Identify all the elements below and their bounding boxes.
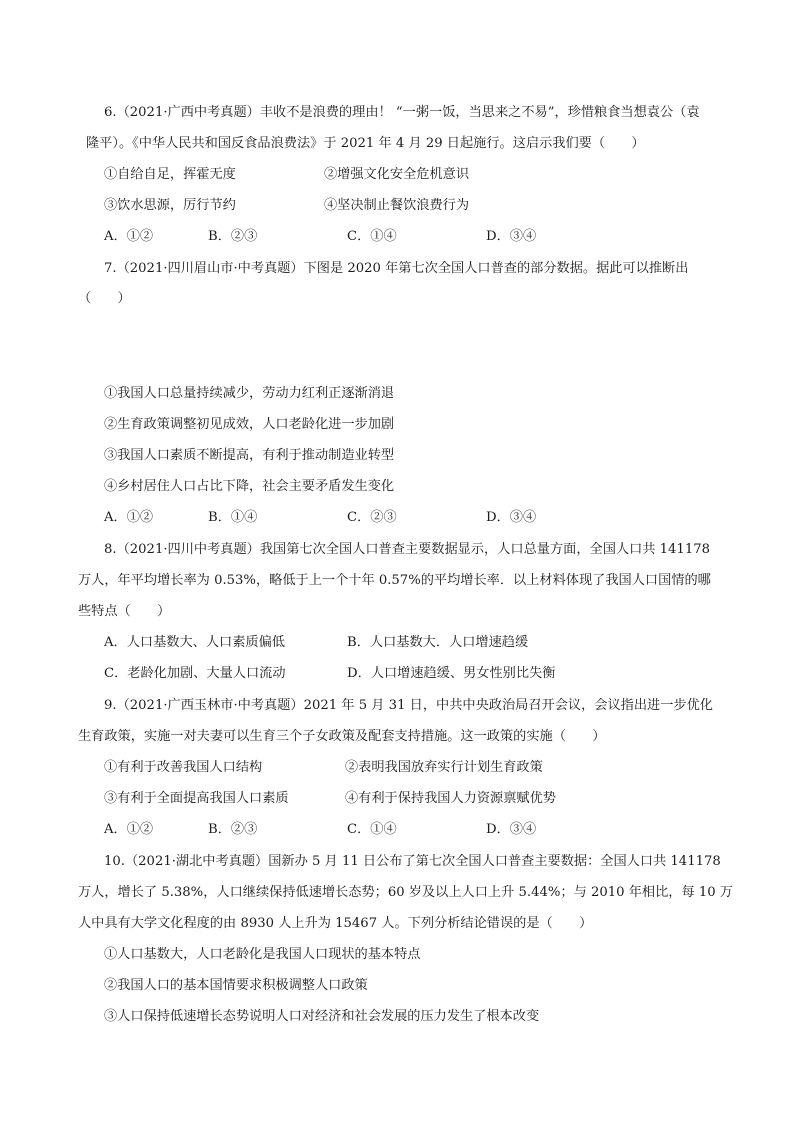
q10-stem-line-3: 人中具有大学文化程度的由 8930 人上升为 15467 人。下列分析结论错误的是（ ）	[78, 916, 593, 931]
q7-statement-1: ①我国人口总量持续减少，劳动力红利正逐渐消退	[104, 386, 395, 401]
q6-stem-line-2: 隆平）。《中华人民共和国反食品浪费法》于 2021 年 4 月 29 日起施行。这启示我们要（ ）	[86, 136, 645, 151]
q9-stem-line-1: 9.（2021·广西玉林市·中考真题）2021 年 5 月 31 日，中共中央政治局召开会议，会议指出进一步优化	[104, 698, 713, 713]
q8-option-a: A．人口基数大、人口素质偏低	[104, 635, 285, 650]
q9-option-c: C．①④	[347, 822, 397, 837]
q6-option-c: C．①④	[347, 229, 397, 244]
q8-option-c: C．老龄化加剧、大量人口流动	[104, 666, 286, 681]
q7-option-d: D．③④	[486, 510, 537, 525]
q6-statement-2: ②增强文化安全危机意识	[324, 167, 470, 182]
q9-option-d: D．③④	[486, 822, 537, 837]
q10-stem-line-2: 万人，增长了 5.38%，人口继续保持低速增长态势；60 岁及以上人口上升 5.44%；与 2010 年相比，每 10 万	[78, 885, 733, 900]
q8-stem-line-1: 8.（2021·四川中考真题）我国第七次全国人口普查主要数据显示，人口总量方面，全国人口共 141178	[104, 542, 710, 557]
q8-option-b: B．人口基数大．人口增速趋缓	[347, 635, 529, 650]
q10-statement-2: ②我国人口的基本国情要求积极调整人口政策	[104, 978, 368, 993]
q10-statement-3: ③人口保持低速增长态势说明人口对经济和社会发展的压力发生了根本改变	[104, 1009, 540, 1024]
q8-option-d: D．人口增速趋缓、男女性别比失衡	[347, 666, 556, 681]
q10-stem-line-1: 10.（2021·湖北中考真题）国新办 5 月 11 日公布了第七次全国人口普查主要数据：全国人口共 141178	[104, 854, 721, 869]
q6-option-b: B．②③	[208, 229, 258, 244]
q7-statement-2: ②生育政策调整初见成效，人口老龄化进一步加剧	[104, 417, 395, 432]
q9-option-a: A．①②	[104, 822, 154, 837]
q8-stem-line-3: 些特点（ ）	[78, 604, 171, 619]
q6-stem-line-1: 6.（2021·广西中考真题）丰收不是浪费的理由！ “一粥一饭，当思来之不易”，珍惜粮食当想袁公（袁	[104, 105, 700, 120]
q7-stem-line-2: （ ）	[78, 291, 131, 306]
q9-statement-4: ④有利于保持我国人力资源禀赋优势	[345, 791, 556, 806]
q10-statement-1: ①人口基数大，人口老龄化是我国人口现状的基本特点	[104, 947, 421, 962]
q7-option-a: A．①②	[104, 510, 154, 525]
q7-statement-4: ④乡村居住人口占比下降，社会主要矛盾发生变化	[104, 479, 395, 494]
q6-statement-4: ④坚决制止餐饮浪费行为	[324, 198, 470, 213]
q6-statement-1: ①自给自足，挥霍无度	[104, 167, 236, 182]
q6-option-d: D．③④	[486, 229, 537, 244]
q7-option-b: B．①④	[208, 510, 258, 525]
q7-statement-3: ③我国人口素质不断提高，有利于推动制造业转型	[104, 448, 395, 463]
q9-option-b: B．②③	[208, 822, 258, 837]
q9-statement-1: ①有利于改善我国人口结构	[104, 760, 263, 775]
q7-stem-line-1: 7.（2021·四川眉山市·中考真题）下图是 2020 年第七次全国人口普查的部分数据。据此可以推断出	[104, 261, 689, 276]
q6-statement-3: ③饮水思源，厉行节约	[104, 198, 236, 213]
q9-statement-3: ③有利于全面提高我国人口素质	[104, 791, 289, 806]
q7-option-c: C．②③	[347, 510, 397, 525]
q6-option-a: A．①②	[104, 229, 154, 244]
q9-statement-2: ②表明我国放弃实行计划生育政策	[345, 760, 543, 775]
q9-stem-line-2: 生育政策，实施一对夫妻可以生育三个子女政策及配套支持措施。这一政策的实施（ ）	[78, 729, 606, 744]
q8-stem-line-2: 万人，年平均增长率为 0.53%，略低于上一个十年 0.57%的平均增长率．以上材料体现了我国人口国情的哪	[78, 573, 711, 588]
